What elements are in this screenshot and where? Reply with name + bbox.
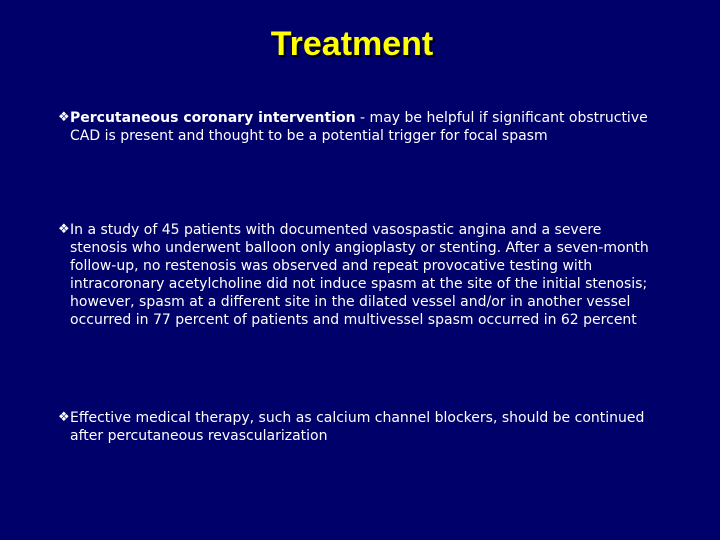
bullet-item (58, 409, 660, 445)
slide-title: Treatment (270, 25, 434, 63)
bullet-text: - may be helpful if significant obstructive CAD is present and thought to be a potential trigger for focal spasm (70, 110, 648, 144)
bullet-text: In a study of 45 patients with documented vasospastic angina and a severe stenosis who underwent balloon only angioplasty or stenting. After a seven-month follow-up, no restenosis was observed and repeat provocative testing with intracoronary acetylcholine did not induce spasm at the site of the initial stenosis; however, spasm at a different site in the dilated vessel and/or in another vessel occurred in 77 percent of patients and multivessel spasm occurred in 62 percent (70, 222, 649, 328)
diamond-bullet-icon: ❖ (58, 110, 70, 125)
bullet-text: Effective medical therapy, such as calcium channel blockers, should be continued after percutaneous revascularization (70, 410, 645, 444)
bullet-item (58, 221, 660, 329)
diamond-bullet-icon: ❖ (58, 222, 70, 237)
bullet-lead: Percutaneous coronary intervention (70, 110, 356, 126)
diamond-bullet-icon: ❖ (58, 410, 70, 425)
bullet-item (58, 109, 660, 145)
